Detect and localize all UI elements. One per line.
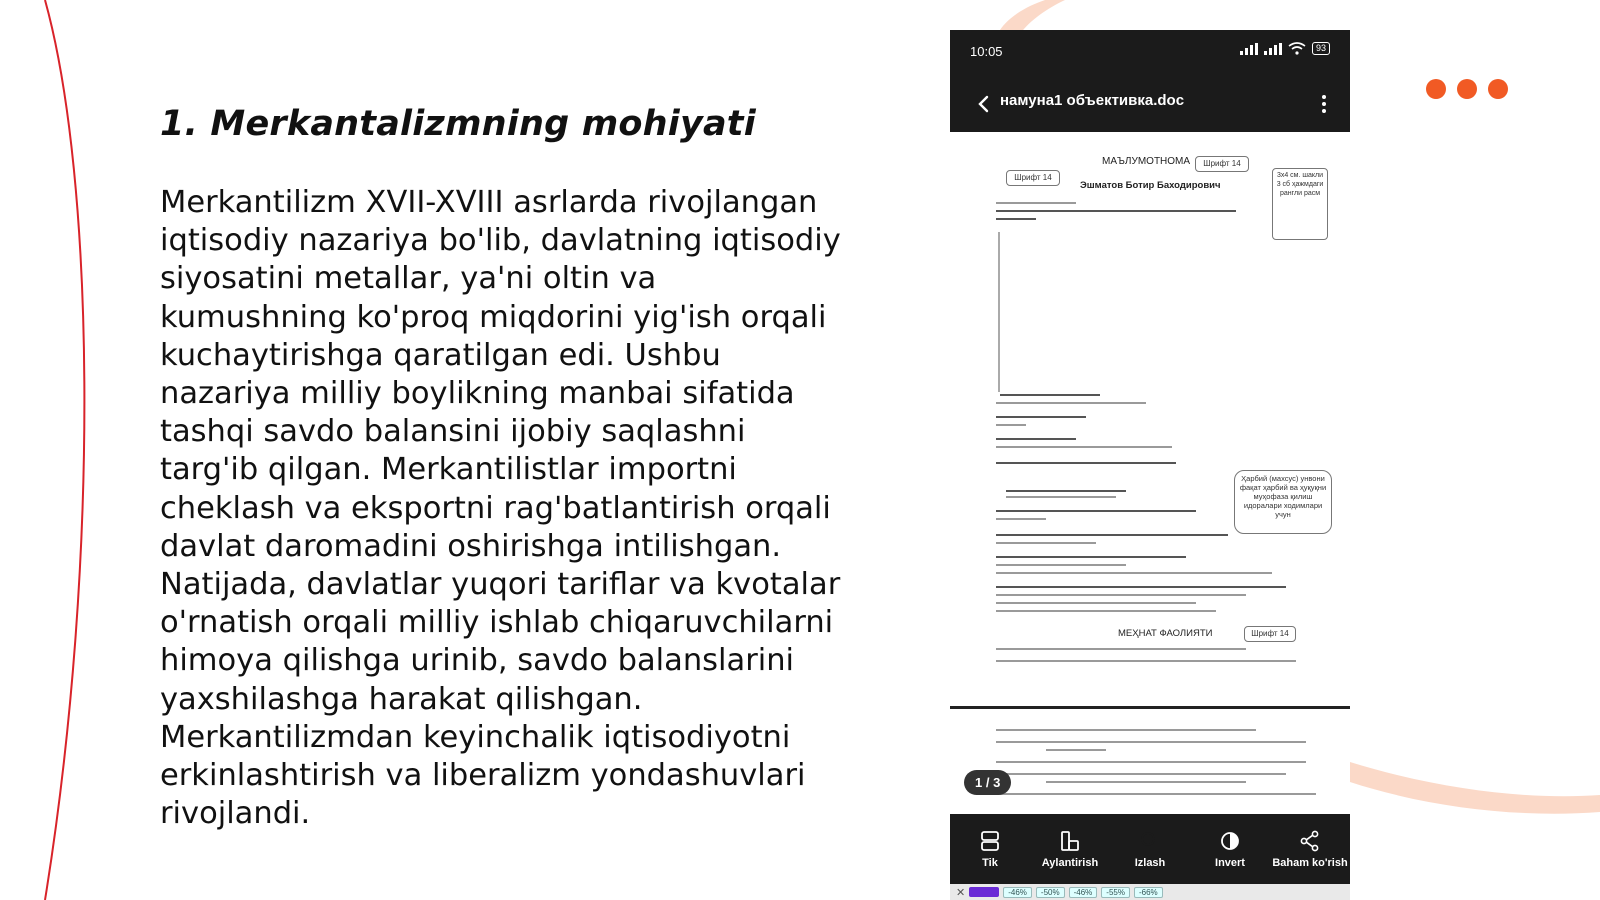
doc-text-line [996,564,1126,566]
doc-text-line [996,773,1286,775]
doc-text-line [996,218,1036,220]
invert-icon [1219,830,1241,852]
doc-text-line [996,210,1236,212]
signal-icon [1264,43,1282,55]
ad-discount-chip[interactable]: -55% [1101,887,1130,898]
doc-text-line [996,518,1046,520]
callout-text: 3x4 см. шакли 3 сб ҳажмдаги рангли расм [1276,172,1324,197]
photo-callout [1272,168,1328,240]
split-view-icon [979,830,1001,852]
doc-text-line [996,586,1286,588]
doc-text-line [996,610,1216,612]
tool-label: Invert [1215,856,1245,869]
battery-level: 93 [1315,43,1326,53]
doc-text-line [996,660,1296,662]
tool-label: Izlash [1134,856,1166,869]
decorative-dots [1426,79,1508,99]
doc-text-line [996,462,1176,464]
doc-text-line [996,416,1086,418]
callout-text: Шрифт 14 [1014,173,1052,182]
wifi-icon [1288,42,1306,55]
doc-text-line [996,741,1306,743]
doc-text-line [1046,749,1106,751]
status-icons [1240,42,1330,55]
doc-text-line [996,402,1146,404]
app-bar [950,76,1350,132]
more-options-icon[interactable] [1318,90,1330,118]
doc-text-line [996,446,1172,448]
ad-discount-chip[interactable]: -50% [1036,887,1065,898]
doc-text-line [1046,781,1246,783]
callout-text: Ҳарбий (махсус) унвони фақат ҳарбий ва ҳуқуқни муҳофаза қилиш идоралари ходимлари учун [1239,474,1327,519]
doc-text-line [996,793,1316,795]
doc-text-line [996,602,1196,604]
orange-dot [1488,79,1508,99]
close-icon[interactable]: ✕ [956,885,966,899]
bottom-peach-swoosh [1350,762,1600,814]
tool-label: Aylantirish [1041,856,1099,869]
ad-logo [969,887,999,897]
ad-discount-chip[interactable]: -66% [1134,887,1163,898]
tool-label: Tik [982,856,998,869]
doc-heading: МАЪЛУМОТНОМА [1102,156,1191,167]
tool-izlash[interactable] [1110,814,1190,884]
doc-section-heading: МЕҲНАТ ФАОЛИЯТИ [1118,628,1213,639]
doc-text-line [996,761,1306,763]
callout-text: Шрифт 14 [1251,629,1289,638]
top-peach-swoosh [1000,0,1065,34]
slide-title: 1. Merkantalizmning mohiyati [160,104,756,144]
tool-invert[interactable] [1190,814,1270,884]
rotate-icon [1059,830,1081,852]
orange-dot [1426,79,1446,99]
doc-text-line [996,556,1186,558]
status-time: 10:05 [970,44,1003,59]
doc-bracket [998,232,1000,392]
doc-text-line [1006,490,1126,492]
doc-text-line [996,510,1196,512]
doc-text-line [996,648,1246,650]
status-bar [950,30,1350,76]
left-red-arc [45,0,84,900]
doc-text-line [996,534,1228,536]
document-title: намуна1 объективка.doc [1000,92,1185,109]
search-icon [1139,830,1161,852]
doc-text-line [996,202,1076,204]
doc-person-name: Эшматов Ботир Баходирович [1080,180,1221,191]
ad-discount-chip[interactable]: -46% [1003,887,1032,898]
font-callout [1195,156,1249,172]
doc-text-line [1000,394,1100,396]
ad-discount-chip[interactable]: -46% [1069,887,1098,898]
doc-text-line [996,594,1246,596]
font-callout [1244,626,1296,642]
signal-icon [1240,43,1258,55]
doc-text-line [996,438,1076,440]
tool-label: Baham ko'rish [1272,856,1348,869]
orange-dot [1457,79,1477,99]
doc-text-line [996,424,1026,426]
font-callout [1006,170,1060,186]
tool-tik[interactable] [950,814,1030,884]
battery-icon [1312,42,1330,55]
share-icon [1299,830,1321,852]
military-callout [1234,470,1332,534]
tool-baham-korish[interactable] [1270,814,1350,884]
bottom-toolbar [950,814,1350,884]
phone-screenshot [950,30,1350,900]
callout-text: Шрифт 14 [1203,159,1241,168]
back-arrow-icon[interactable] [972,90,996,118]
doc-text-line [1006,496,1116,498]
document-page[interactable] [950,132,1350,706]
doc-text-line [996,542,1096,544]
slide-body-text: Merkantilizm XVII-XVIII asrlarda rivojlangan iqtisodiy nazariya bo'lib, davlatning iqtisodiy siyosatini metallar, ya'ni oltin va kumushning ko'proq miqdorini yig'ish orqali kuchaytirishga qaratilgan edi. Ushbu nazariya milliy boylikning manbai sifatida tashqi savdo balansini ijobiy saqlashni targ'ib qilgan. Merkantilistlar importni cheklash va eksportni rag'batlantirish orqali davlat daromadini oshirishga intilishgan. Natijada, davlatlar yuqori tariflar va kvotalar o'rnatish orqali milliy ishlab chiqaruvchilarni himoya qilishga urinib, savdo balanslarini yaxshilashga harakat qilishgan. Merkantilizmdan keyinchalik iqtisodiyotni erkinlashtirish va liberalizm yondashuvlari rivojlandi. [160,185,841,832]
tool-aylantirish[interactable] [1030,814,1110,884]
page-counter: 1 / 3 [964,770,1011,795]
doc-text-line [996,572,1272,574]
doc-text-line [996,729,1256,731]
ad-banner[interactable] [950,884,1350,900]
